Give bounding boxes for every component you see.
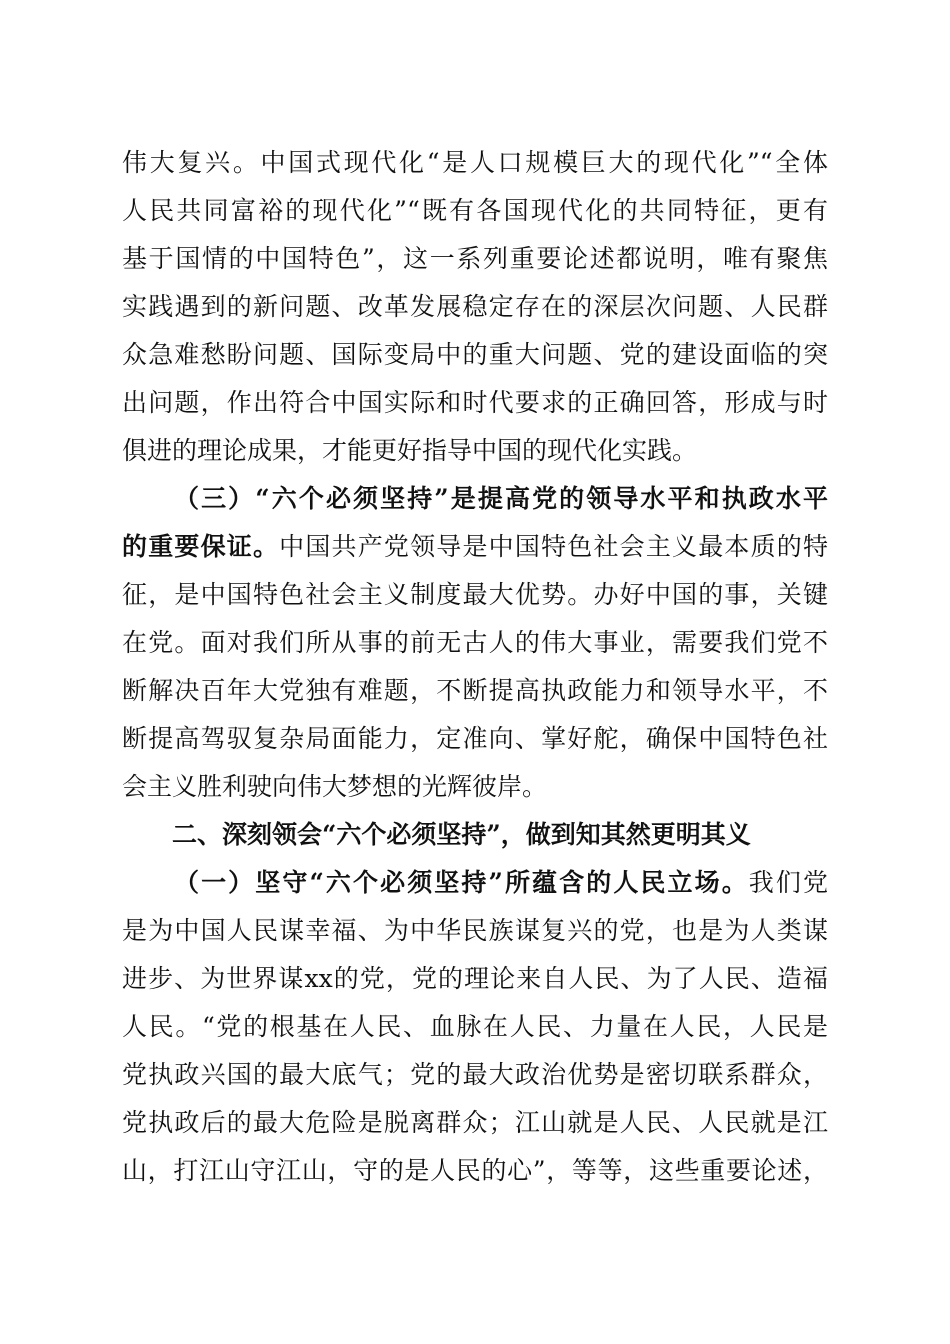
text-line: 基于国情的中国特色”，这一系列重要论述都说明，唯有聚焦 bbox=[122, 244, 828, 273]
text-line: 出问题，作出符合中国实际和时代要求的正确回答，形成与时 bbox=[122, 388, 828, 417]
text-line: 会主义胜利驶向伟大梦想的光辉彼岸。 bbox=[122, 772, 548, 801]
section-subheading: （三）“六个必须坚持”是提高党的领导水平和执政水平 bbox=[174, 484, 828, 513]
text-line bbox=[122, 532, 828, 562]
text-line: 人民共同富裕的现代化”“既有各国现代化的共同特征，更有 bbox=[122, 196, 828, 225]
text-line: 征，是中国特色社会主义制度最大优势。办好中国的事，关键 bbox=[122, 580, 828, 609]
text-line bbox=[174, 868, 828, 898]
text-line: 进步、为世界谋xx的党，党的理论来自人民、为了人民、造福 bbox=[122, 964, 828, 993]
text-line: 在党。面对我们所从事的前无古人的伟大事业，需要我们党不 bbox=[122, 628, 828, 657]
text-line: 人民。“党的根基在人民、血脉在人民、力量在人民，人民是 bbox=[122, 1012, 828, 1041]
text-line: 断提高驾驭复杂局面能力，定准向、掌好舵，确保中国特色社 bbox=[122, 724, 828, 753]
text-line: 党执政兴国的最大底气；党的最大政治优势是密切联系群众， bbox=[122, 1060, 828, 1089]
subheading-lead: （一）坚守“六个必须坚持”所蕴含的人民立场。 bbox=[174, 868, 749, 897]
text-line: 是为中国人民谋幸福、为中华民族谋复兴的党，也是为人类谋 bbox=[122, 916, 828, 945]
text-span: 中国共产党领导是中国特色社会主义最本质的特 bbox=[279, 532, 828, 561]
text-line: 山，打江山守江山，守的是人民的心”，等等，这些重要论述， bbox=[122, 1156, 828, 1185]
text-line: 党执政后的最大危险是脱离群众；江山就是人民、人民就是江 bbox=[122, 1108, 828, 1137]
section-heading: 二、深刻领会“六个必须坚持”，做到知其然更明其义 bbox=[172, 820, 751, 849]
subheading-continuation: 的重要保证。 bbox=[122, 532, 280, 561]
text-line: 断解决百年大党独有难题，不断提高执政能力和领导水平，不 bbox=[122, 676, 828, 705]
text-line: 众急难愁盼问题、国际变局中的重大问题、党的建设面临的突 bbox=[122, 340, 828, 369]
text-span: 我们党 bbox=[748, 868, 828, 897]
text-line: 实践遇到的新问题、改革发展稳定存在的深层次问题、人民群 bbox=[122, 292, 828, 321]
text-line: 伟大复兴。中国式现代化“是人口规模巨大的现代化”“全体 bbox=[122, 148, 828, 177]
text-line: 俱进的理论成果，才能更好指导中国的现代化实践。 bbox=[122, 436, 698, 465]
